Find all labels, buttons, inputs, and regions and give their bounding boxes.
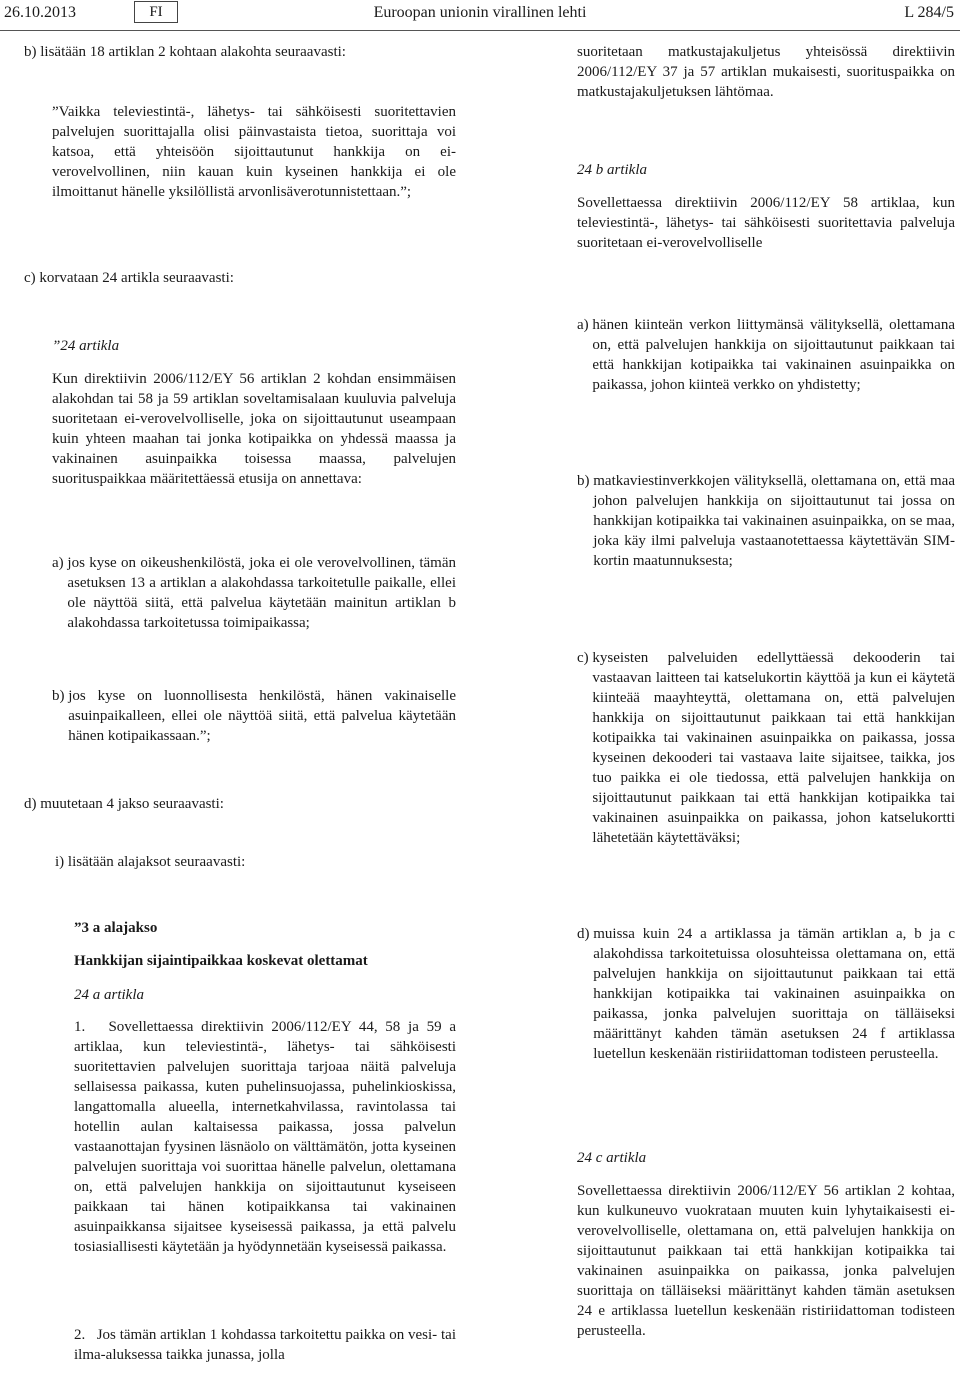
article-24b-item-b bbox=[577, 471, 955, 571]
item-label: d) bbox=[577, 926, 594, 942]
item-label: a) bbox=[52, 555, 68, 571]
article-24a-heading: 24 a artikla bbox=[74, 987, 144, 1003]
item-text: matkaviestinverkkojen välityksellä, olettamana on, että maa johon palvelujen hankkija on sijoittautunut tai jossa on hankkijan kotipaikka tai vakinainen asuinpaikka, on se maa, joka käy ilmi palveluja vastaanotettaessa käytettävän SIM-kortin maatunnuksesta; bbox=[593, 473, 955, 569]
subsection-3a-heading: ”3 a alajakso bbox=[74, 920, 158, 936]
article-24c-paragraph: Sovellettaessa direktiivin 2006/112/EY 56 artiklan 2 kohtaa, kun kulkuneuvo vuokrataan muuten kuin lyhytaikaisesti ei-verovelvolliselle, olettamana on, että palvelujen hankkija on sijoittautunut paikkaan tai että hankkijan kotipaikka tai vakinainen asuinpaikka on paikassa, jonka palvelujen suorittaja on tälläiseksi määrittänyt kahden tämän asetuksen 24 e artiklassa luetellun keskenään ristiriidattoman todisteen perusteella. bbox=[577, 1183, 955, 1339]
amend-d-intro: d) muutetaan 4 jakso seuraavasti: bbox=[24, 796, 224, 812]
amend-b-intro: b) lisätään 18 artiklan 2 kohtaan alakohta seuraavasti: bbox=[24, 44, 346, 60]
article-24-heading: ”24 artikla bbox=[52, 338, 120, 354]
article-24b-item-d bbox=[577, 924, 955, 1064]
item-text: kyseisten palveluiden edellyttäessä dekooderin tai vastaavan laitteen tai katselukortin käyttöä ja kun ei käytetä kiinteää maayhteyttä, olettamana on, että palvelujen hankkija on sijoittautunut paikkaan tai että hankkijan kotipaikka tai vakinainen asuinpaikka on paikassa, jossa kyseinen dekooderi tai vastaava laite sijaitsee, taikka, jos tuo paikka ei ole tiedossa, että palvelujen hankkija on sijoittautunut paikkaan tai että hankkijan kotipaikka tai vakinainen asuinpaikka on paikassa, johon katselukortti lähetetään käytettäväksi; bbox=[592, 650, 955, 846]
article-24-item-a bbox=[52, 553, 456, 633]
subsection-3a-title: Hankkijan sijaintipaikkaa koskevat olettamat bbox=[74, 953, 368, 969]
article-24b-paragraph: Sovellettaessa direktiivin 2006/112/EY 58 artiklaa, kun televiestintä-, lähetys- tai sähköisesti suoritettavia palveluja suoritetaan ei-verovelvolliselle bbox=[577, 195, 955, 251]
article-24-item-b bbox=[52, 686, 456, 746]
item-label: a) bbox=[577, 317, 593, 333]
continued-paragraph: suoritetaan matkustajakuljetus yhteisössä direktiivin 2006/112/EY 37 ja 57 artiklan mukaisesti, suorituspaikka on matkustajakuljetuksen lähtömaa. bbox=[577, 44, 955, 100]
item-label: b) bbox=[52, 688, 69, 704]
item-text: jos kyse on oikeushenkilöstä, joka ei ole verovelvollinen, tämän asetuksen 13 a artiklan a alakohdassa tarkoitetulle paikalle, ellei ole näyttöä siitä, että palvelua käytetään mainitun artiklan b alakohdassa tarkoitetussa toimipaikassa; bbox=[67, 555, 456, 631]
journal-title: Euroopan unionin virallinen lehti bbox=[373, 4, 587, 21]
item-label: c) bbox=[577, 650, 593, 666]
publication-date: 26.10.2013 bbox=[4, 4, 76, 21]
item-label: b) bbox=[577, 473, 594, 489]
amend-b-quote: ”Vaikka televiestintä-, lähetys- tai sähköisesti suoritettavien palvelujen suorittajalla olisi päinvastaista tietoa, suorittaja voi katsoa, että yhteisöön sijoittautunut hankkija on ei-verovelvollinen, niin kauan kuin kyseinen hankkija ei ole ilmoittanut hänelle yksilöllistä arvonlisäverotunnistettaan.”; bbox=[52, 104, 456, 200]
page-reference: L 284/5 bbox=[904, 4, 954, 21]
item-text: jos kyse on luonnollisesta henkilöstä, hänen vakinaiselle asuinpaikalleen, ellei ole näyttöä siitä, että palvelua käytetään hänen kotipaikassaan.”; bbox=[68, 688, 456, 744]
page-header bbox=[0, 0, 960, 26]
article-24b-item-a bbox=[577, 315, 955, 395]
item-text: hänen kiinteän verkon liittymänsä välityksellä, olettamana on, että palvelujen hankkija on sijoittautunut paikkaan tai että hankkijan kotipaikka tai vakinainen asuinpaikka on paikassa, johon kiinteä verkko on yhdistetty; bbox=[592, 317, 955, 393]
article-24c-heading: 24 c artikla bbox=[577, 1150, 647, 1166]
header-divider bbox=[0, 30, 960, 31]
article-24b-item-c bbox=[577, 648, 955, 848]
amend-i-intro: i) lisätään alajaksot seuraavasti: bbox=[55, 854, 246, 870]
article-24a-paragraph-1: 1. Sovellettaessa direktiivin 2006/112/EY 44, 58 ja 59 a artiklaa, kun televiestintä-, lähetys- tai sähköisesti suoritettavien palvelujen suorittaja tarjoaa näitä palveluja sellaisessa paikassa, kuten puhelinsuojassa, puhelinkioskissa, langattomalla alueella, internetkahvilassa, ravintolassa tai hotellin aulan kaltaisessa paikassa, jossa palvelun vastaanottajan fyysinen läsnäolo on välttämätön, jotta kyseinen palvelujen suorittaja voi suorittaa hänelle palvelun, olettamana on, että palvelujen hankkija on sijoittautunut kyseiseen paikkaan tai hänen kotipaikkansa tai vakinainen asuinpaikkansa sijaitsee kyseisessä paikassa, ja että palvelu tosiasiallisesti käytetään ja hyödynnetään kyseisessä paikassa. bbox=[74, 1019, 460, 1255]
amend-c-intro: c) korvataan 24 artikla seuraavasti: bbox=[24, 270, 234, 286]
article-24b-heading: 24 b artikla bbox=[577, 162, 647, 178]
item-text: muissa kuin 24 a artiklassa ja tämän artiklan a, b ja c alakohdissa tarkoitetuissa olosuhteissa olettamana on, että palvelujen hankkija on sijoittautunut paikkaan tai että hankkijan kotipaikka tai vakinainen asuinpaikka on paikassa, jonka palvelujen suorittaja on tälläiseksi määrittänyt kahden tämän asetuksen 24 f artiklassa luetellun keskenään ristiriidattoman todisteen perusteella. bbox=[593, 926, 955, 1062]
article-24-paragraph: Kun direktiivin 2006/112/EY 56 artiklan 2 kohdan ensimmäisen alakohdan tai 58 ja 59 artiklan soveltamisalaan kuuluvia palveluja suoritetaan ei-verovelvolliselle, joka on sijoittautunut useampaan kuin yhteen maahan tai jonka kotipaikka on yhdessä maassa ja vakinainen asuinpaikka toisessa maassa, palvelujen suorituspaikkaa määritettäessä etusija on annettava: bbox=[52, 371, 456, 487]
language-badge: FI bbox=[134, 1, 178, 23]
article-24a-paragraph-2: 2. Jos tämän artiklan 1 kohdassa tarkoitettu paikka on vesi- tai ilma-aluksessa taikka junassa, jolla bbox=[74, 1327, 460, 1363]
